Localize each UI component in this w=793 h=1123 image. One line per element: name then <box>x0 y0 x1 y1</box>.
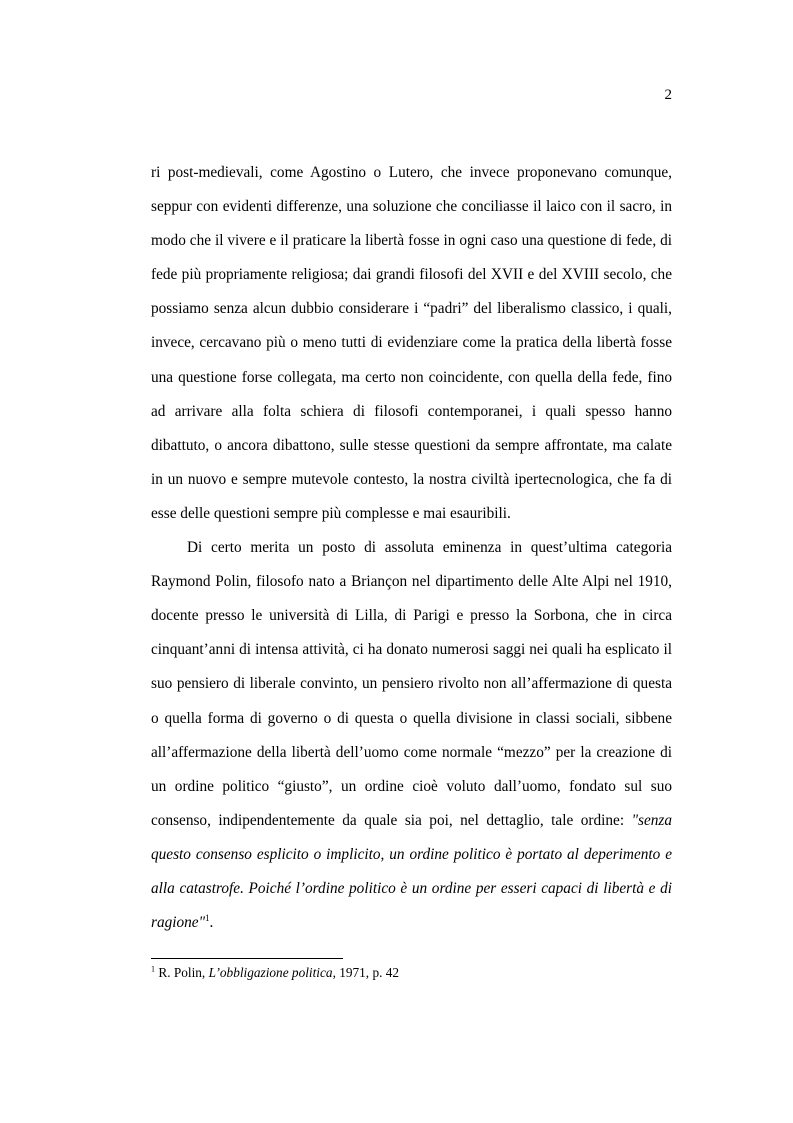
footnote-details: , 1971, p. 42 <box>332 965 400 980</box>
page-number: 2 <box>664 87 672 103</box>
footnote <box>151 964 672 981</box>
paragraph-1: ri post-medievali, come Agostino o Lutero, che invece proponevano comunque, seppur con evidenti differenze, una soluzione che conciliasse il laico con il sacro, in modo che il vivere e il praticare la libertà fosse in ogni caso una questione di fede, di fede più propriamente religiosa; dai grandi filosofi del XVII e del XVIII secolo, che possiamo senza alcun dubbio considerare i “padri” del liberalismo classico, i quali, invece, cercavano più o meno tutti di evidenziare come la pratica della libertà fosse una questione forse collegata, ma certo non coincidente, con quella della fede, fino ad arrivare alla folta schiera di filosofi contemporanei, i quali spesso hanno dibattuto, o ancora dibattono, sulle stesse questioni da sempre affrontate, ma calate in un nuovo e sempre mutevole contesto, la nostra civiltà ipertecnologica, che fa di esse delle questioni sempre più complesse e mai esauribili. <box>151 164 672 522</box>
footnote-author: R. Polin, <box>158 965 209 980</box>
footnote-title: L’obbligazione politica <box>208 965 333 980</box>
footnote-separator <box>151 958 343 959</box>
footnote-reference[interactable]: 1 <box>205 912 210 923</box>
paragraph-2-text: Di certo merita un posto di assoluta eminenza in quest’ultima categoria Raymond Polin, filosofo nato a Briançon nel dipartimento delle Alte Alpi nel 1910, docente presso le università di Lilla, di Parigi e presso la Sorbona, che in circa cinquant’anni di intensa attività, ci ha donato numerosi saggi nei quali ha esplicato il suo pensiero di liberale convinto, un pensiero rivolto non all’affermazione di questa o quella forma di governo o di questa o quella divisione in classi sociali, sibbene all’affermazione della libertà dell’uomo come normale “mezzo” per la creazione di un ordine politico “giusto”, un ordine cioè voluto dall’uomo, fondato sul suo consenso, indipendentemente da quale sia poi, nel dettaglio, tale ordine: <box>151 539 672 829</box>
footnote-marker: 1 <box>151 964 155 974</box>
paragraph-2-end: . <box>209 914 214 932</box>
paragraph-2 <box>151 531 672 940</box>
polin-quote: "senza questo consenso esplicito o implicito, un ordine politico è portato al deperimento e alla catastrofe. Poiché l’ordine politico è un ordine per esseri capaci di libertà e di ragione" <box>151 811 672 932</box>
body-text <box>151 156 672 940</box>
